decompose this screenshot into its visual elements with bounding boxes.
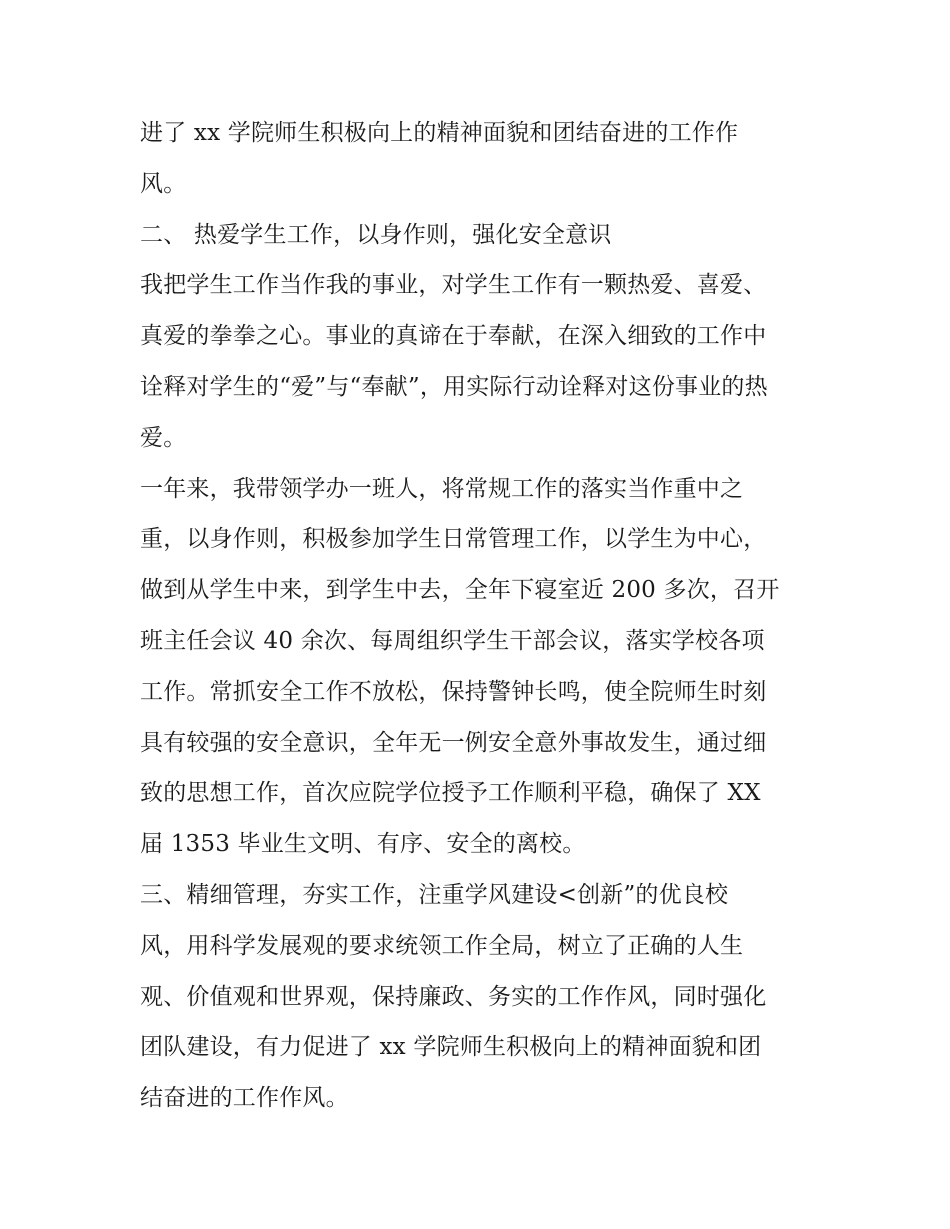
text-line: 工作。常抓安全工作不放松，保持警钟长鸣，使全院师生时刻	[140, 678, 767, 705]
text-line: 做到从学生中来，到学生中去，全年下寝室近 200 多次，召开	[140, 577, 780, 604]
text-line: 届 1353 毕业生文明、有序、安全的离校。	[140, 831, 586, 858]
text-line: 结奋进的工作作风。	[140, 1085, 349, 1112]
text-line: 致的思想工作，首次应院学位授予工作顺利平稳，确保了 XX	[140, 780, 761, 807]
section-heading: 三、精细管理，夯实工作，注重学风建设<创新”的优良校	[140, 881, 729, 908]
text-line: 团队建设，有力促进了 xx 学院师生积极向上的精神面貌和团	[140, 1034, 762, 1061]
text-line: 我把学生工作当作我的事业，对学生工作有一颗热爱、喜爱、	[140, 272, 767, 299]
text-line: 爱。	[140, 424, 187, 451]
text-line: 班主任会议 40 余次、每周组织学生干部会议，落实学校各项	[140, 627, 765, 654]
section-heading: 二、 热爱学生工作，以身作则，强化安全意识	[140, 221, 612, 248]
text-line: 具有较强的安全意识，全年无一例安全意外事故发生，通过细	[140, 729, 767, 756]
document-page	[140, 108, 820, 1124]
text-line: 重，以身作则，积极参加学生日常管理工作，以学生为中心，	[140, 526, 767, 553]
text-line: 真爱的拳拳之心。事业的真谛在于奉献，在深入细致的工作中	[140, 323, 767, 350]
text-line: 进了 xx 学院师生积极向上的精神面貌和团结奋进的工作作	[140, 120, 739, 146]
text-line: 观、价值观和世界观，保持廉政、务实的工作作风，同时强化	[140, 983, 767, 1010]
text-line: 风，用科学发展观的要求统领工作全局，树立了正确的人生	[140, 932, 744, 959]
text-line: 风。	[140, 170, 187, 197]
text-line: 一年来，我带领学办一班人，将常规工作的落实当作重中之	[140, 475, 744, 502]
text-line: 诠释对学生的“爱”与“奉献”，用实际行动诠释对这份事业的热	[140, 373, 768, 400]
